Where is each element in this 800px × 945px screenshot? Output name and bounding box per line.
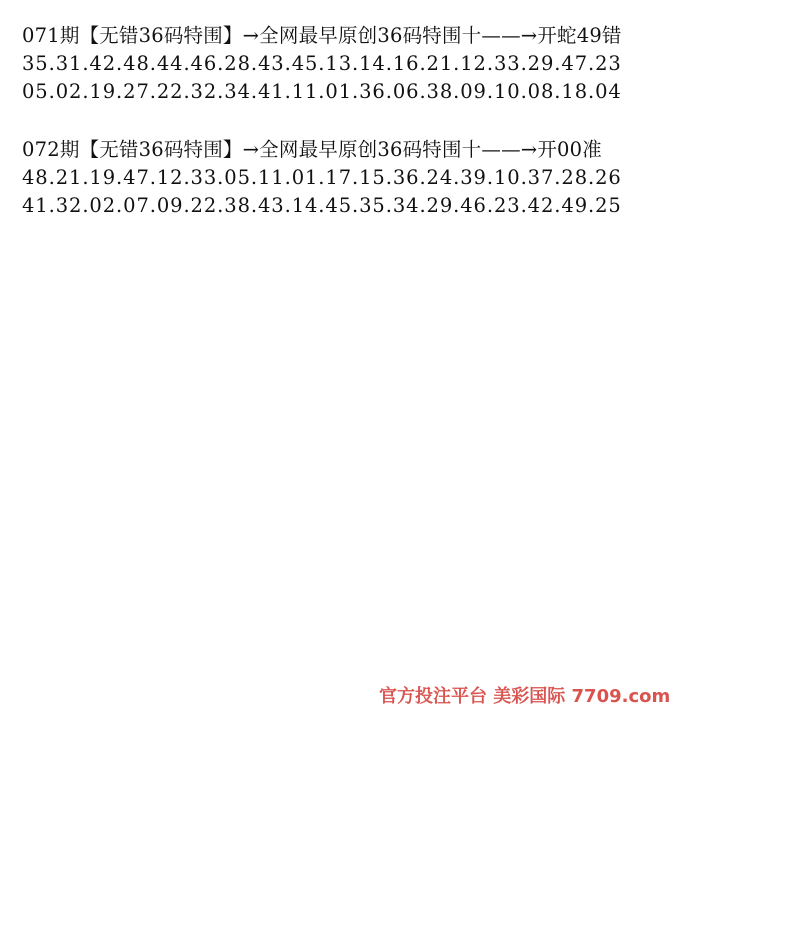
issue-071-numbers-row-1: 35.31.42.48.44.46.28.43.45.13.14.16.21.12.33.29.47.23 [22, 52, 622, 75]
issue-071-numbers-row-2: 05.02.19.27.22.32.34.41.11.01.36.06.38.09.10.08.18.04 [22, 80, 622, 103]
issue-071-block [22, 22, 622, 106]
issue-071-title: 071期【无错36码特围】→全网最早原创36码特围十——→开蛇49错 [22, 24, 622, 47]
issue-072-numbers-row-2: 41.32.02.07.09.22.38.43.14.45.35.34.29.46.23.42.49.25 [22, 194, 622, 217]
issue-072-numbers-row-1: 48.21.19.47.12.33.05.11.01.17.15.36.24.39.10.37.28.26 [22, 166, 622, 189]
issue-072-block [22, 136, 622, 220]
issue-072-title: 072期【无错36码特围】→全网最早原创36码特围十——→开00准 [22, 138, 602, 161]
watermark-text: 官方投注平台 美彩国际 7709.com [379, 686, 671, 707]
